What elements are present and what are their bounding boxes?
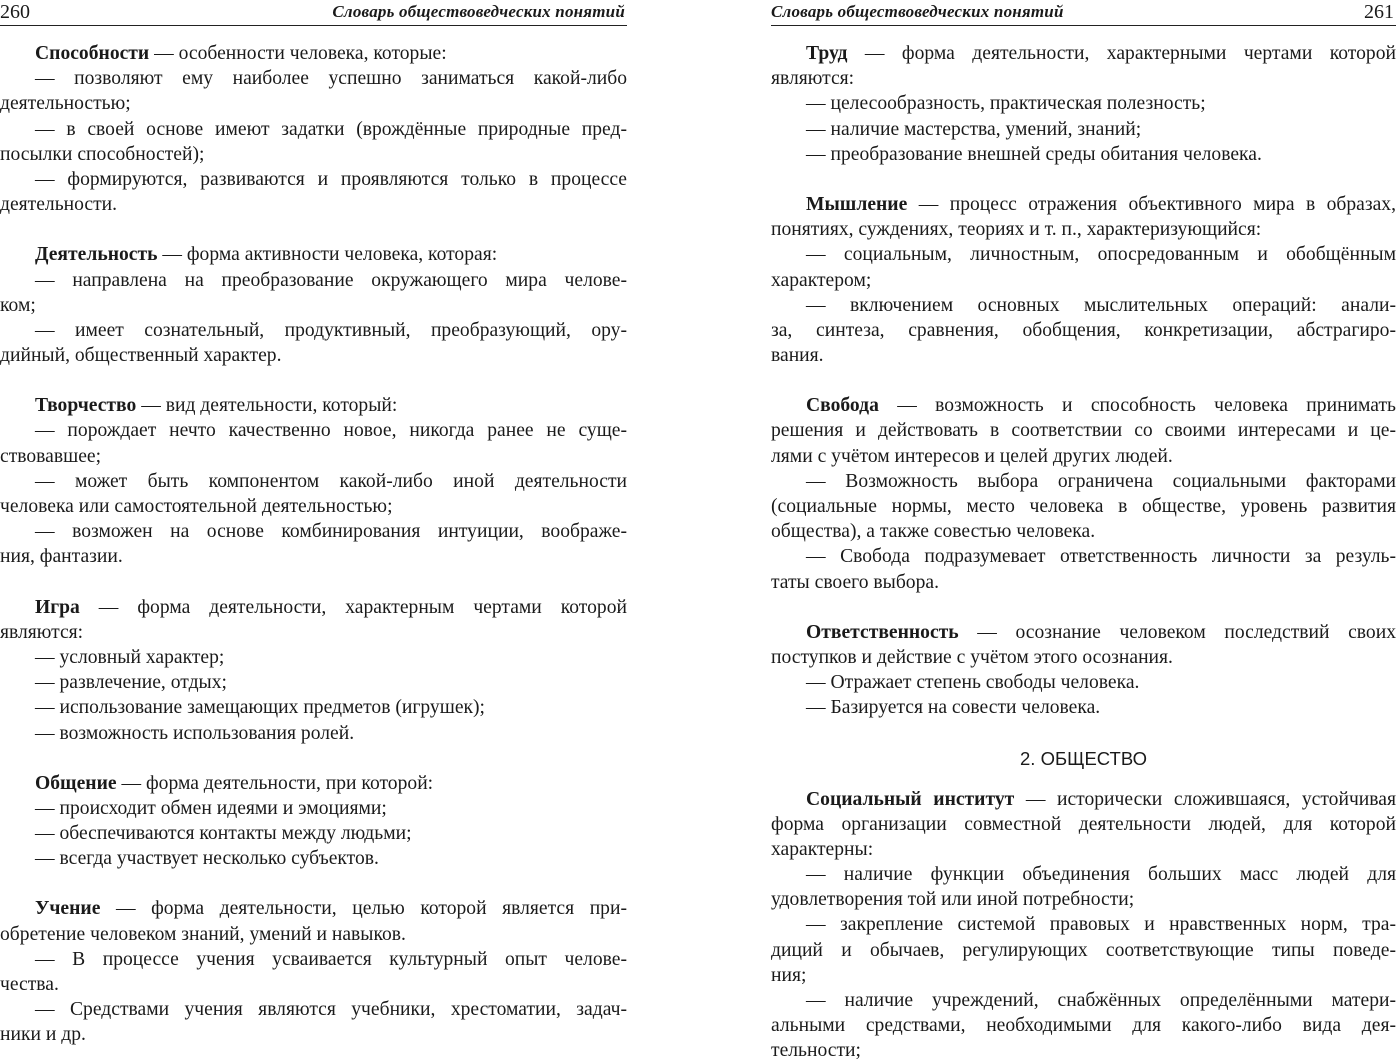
line-text: — форма деятельности, характерными чертами которой — [847, 43, 1396, 64]
line-text: — форма деятельности, целью которой является при- — [100, 898, 627, 920]
text-line — [0, 645, 627, 670]
text-line — [0, 444, 627, 469]
text-line — [771, 293, 1396, 318]
right-running-title: Словарь обществоведческих понятий — [771, 2, 1064, 21]
line-text: — форма активности человека, которая: — [157, 244, 498, 266]
line-text: удовлетворения той или иной потребности; — [771, 889, 1135, 911]
text-line — [0, 595, 627, 620]
entry-term: Учение — [35, 898, 101, 920]
text-line — [771, 645, 1396, 670]
line-text: (социальные нормы, место человека в обществе, уровень развития — [771, 496, 1396, 517]
text-line — [0, 544, 627, 569]
text-line — [771, 938, 1396, 963]
line-text: форма организации совместной деятельности людей, для которой — [771, 813, 1396, 835]
text-line — [0, 947, 627, 972]
text-line — [771, 393, 1396, 418]
text-line — [0, 620, 627, 645]
text-line — [0, 91, 627, 116]
dictionary-entry — [0, 771, 627, 872]
line-text: — преобразование внешней среды обитания человека. — [806, 143, 1262, 165]
dictionary-entry — [0, 595, 627, 746]
line-text: поступков и действие с учётом этого осознания. — [771, 646, 1173, 668]
text-line — [771, 117, 1396, 142]
entry-term: Творчество — [35, 395, 137, 417]
line-text: ствовавшее; — [0, 445, 102, 467]
line-text: ния, фантазии. — [0, 546, 123, 568]
text-line — [0, 846, 627, 871]
text-line — [0, 268, 627, 293]
text-line — [0, 343, 627, 368]
text-line — [771, 142, 1396, 167]
entry-term: Способности — [35, 43, 150, 64]
line-text: — особенности человека, которые: — [149, 43, 447, 64]
left-page-header — [0, 0, 627, 26]
text-line — [0, 494, 627, 519]
line-text: ком; — [0, 294, 36, 316]
text-line — [771, 620, 1396, 645]
line-text: альными средствами, необходимыми для какого-либо вида дея- — [771, 1015, 1396, 1037]
text-line — [0, 796, 627, 821]
line-text: характерны: — [771, 838, 874, 860]
line-text: ники и др. — [0, 1024, 86, 1046]
line-text: являются: — [0, 621, 84, 643]
left-running-title: Словарь обществоведческих понятий — [332, 2, 625, 21]
line-text: — осознание человеком последствий своих — [958, 621, 1396, 643]
left-page-body — [0, 41, 627, 1064]
line-text: — происходит обмен идеями и эмоциями; — [35, 797, 387, 819]
line-text: решения и действовать в соответствии со своими интересами и це- — [771, 420, 1396, 442]
text-line — [771, 242, 1396, 267]
line-text: — использование замещающих предметов (игрушек); — [35, 697, 486, 719]
line-text: посылки способностей); — [0, 143, 205, 165]
text-line — [0, 519, 627, 544]
text-line — [771, 1038, 1396, 1063]
text-line — [771, 988, 1396, 1013]
line-text: — закрепление системой правовых и нравственных норм, тра- — [806, 914, 1396, 936]
text-line — [771, 695, 1396, 720]
text-line — [0, 418, 627, 443]
line-text: — Средствами учения являются учебники, хрестоматии, задач- — [35, 999, 627, 1021]
text-line — [0, 469, 627, 494]
text-line — [0, 695, 627, 720]
line-text: — наличие функции объединения больших масс людей для — [806, 864, 1396, 886]
text-line — [0, 192, 627, 217]
line-text: — Свобода подразумевает ответственность личности за резуль- — [806, 546, 1396, 568]
dictionary-entry — [0, 41, 627, 217]
text-line — [0, 393, 627, 418]
dictionary-entry — [771, 787, 1396, 1064]
line-text: — обеспечиваются контакты между людьми; — [35, 823, 412, 845]
line-text: — порождает нечто качественно новое, никогда ранее не суще- — [35, 420, 627, 442]
dictionary-entry — [771, 620, 1396, 721]
text-line — [771, 812, 1396, 837]
text-line — [771, 268, 1396, 293]
text-line — [0, 242, 627, 267]
text-line — [771, 862, 1396, 887]
text-line — [0, 1022, 627, 1047]
text-line — [771, 469, 1396, 494]
text-line — [771, 1013, 1396, 1038]
text-line — [0, 922, 627, 947]
line-text: лями с учётом интересов и целей других людей. — [771, 445, 1173, 467]
text-line — [0, 721, 627, 746]
line-text: — процесс отражения объективного мира в образах, — [907, 193, 1396, 215]
text-line — [771, 963, 1396, 988]
text-line — [0, 972, 627, 997]
text-line — [0, 293, 627, 318]
line-text: — условный характер; — [35, 646, 225, 668]
entry-term: Мышление — [806, 193, 908, 215]
text-line — [0, 821, 627, 846]
text-line — [771, 217, 1396, 242]
text-line — [0, 997, 627, 1022]
dictionary-entry — [0, 896, 627, 1047]
line-text: чества. — [0, 974, 59, 995]
line-text: — Возможность выбора ограничена социальными факторами — [806, 470, 1396, 492]
line-text: — имеет сознательный, продуктивный, преобразующий, ору- — [35, 319, 627, 341]
left-page-number: 260 — [0, 1, 30, 23]
line-text: — наличие мастерства, умений, знаний; — [806, 118, 1142, 140]
text-line — [771, 41, 1396, 66]
text-line — [0, 318, 627, 343]
text-line — [771, 519, 1396, 544]
line-text: — целесообразность, практическая полезность; — [806, 93, 1206, 115]
line-text: — форма деятельности, при которой: — [116, 772, 434, 794]
line-text: — развлечение, отдых; — [35, 672, 227, 694]
text-line — [771, 787, 1396, 812]
entry-term: Ответственность — [806, 621, 959, 643]
line-text: — Отражает степень свободы человека. — [806, 672, 1140, 694]
text-line — [771, 570, 1396, 595]
dictionary-entry — [771, 41, 1396, 167]
text-line — [771, 887, 1396, 912]
line-text: являются: — [771, 68, 855, 90]
line-text: дийный, общественный характер. — [0, 345, 282, 367]
right-page-number: 261 — [1364, 1, 1394, 23]
text-line — [771, 670, 1396, 695]
text-line — [771, 318, 1396, 343]
text-line — [771, 912, 1396, 937]
line-text: — В процессе учения усваивается культурный опыт челове- — [35, 948, 627, 970]
left-page — [0, 0, 627, 1064]
text-line — [0, 41, 627, 66]
line-text: таты своего выбора. — [771, 571, 939, 593]
line-text: обретение человеком знаний, умений и навыков. — [0, 923, 406, 945]
line-text: — включением основных мыслительных операций: анали- — [806, 294, 1396, 316]
right-entries-before — [771, 41, 1396, 721]
line-text: ния; — [771, 964, 807, 986]
line-text: — возможен на основе комбинирования интуиции, воображе- — [35, 521, 627, 543]
line-text: — возможность использования ролей. — [35, 722, 355, 744]
line-text: — в своей основе имеют задатки (врождённые природные пред- — [35, 118, 627, 140]
dictionary-entry — [0, 242, 627, 368]
entry-term: Социальный институт — [806, 788, 1015, 810]
text-line — [0, 66, 627, 91]
text-line — [771, 66, 1396, 91]
text-line — [771, 837, 1396, 862]
line-text: — Базируется на совести человека. — [806, 697, 1101, 719]
line-text: — направлена на преобразование окружающего мира челове- — [35, 269, 627, 291]
text-line — [771, 418, 1396, 443]
line-text: — наличие учреждений, снабжённых определёнными матери- — [806, 990, 1396, 1011]
line-text: понятиях, суждениях, теориях и т. п., характеризующийся: — [771, 219, 1262, 241]
right-entries-after — [771, 787, 1396, 1064]
line-text: за, синтеза, сравнения, обобщения, конкретизации, абстрагиро- — [771, 319, 1396, 341]
line-text: вания. — [771, 345, 824, 367]
line-text: деятельностью; — [0, 93, 131, 115]
line-text: — может быть компонентом какой-либо иной деятельности — [35, 470, 627, 492]
entry-term: Труд — [806, 43, 848, 64]
text-line — [771, 192, 1396, 217]
line-text: — формируются, развиваются и проявляются только в процессе — [35, 168, 627, 190]
line-text: общества), а также совестью человека. — [771, 521, 1096, 543]
entry-term: Свобода — [806, 395, 879, 417]
dictionary-entry — [771, 393, 1396, 595]
entry-term: Игра — [35, 596, 80, 618]
line-text: — возможность и способность человека принимать — [878, 395, 1396, 417]
line-text: — всегда участвует несколько субъектов. — [35, 848, 379, 870]
dictionary-entry — [0, 393, 627, 569]
text-line — [771, 544, 1396, 569]
entry-term: Деятельность — [35, 244, 158, 266]
line-text: — социальным, личностным, опосредованным и обобщённым — [806, 244, 1396, 266]
line-text: человека или самостоятельной деятельностью; — [0, 496, 393, 517]
right-page-header — [771, 0, 1396, 26]
text-line — [0, 117, 627, 142]
line-text: диций и обычаев, регулирующих соответствующие типы поведе- — [771, 939, 1396, 961]
line-text: деятельности. — [0, 194, 118, 216]
line-text: — форма деятельности, характерным чертами которой — [79, 596, 627, 618]
section-title: 2. ОБЩЕСТВО — [1020, 747, 1147, 769]
line-text: тельности; — [771, 1040, 861, 1062]
right-page-body — [771, 41, 1396, 1064]
text-line — [0, 771, 627, 796]
text-line — [771, 343, 1396, 368]
text-line — [0, 896, 627, 921]
text-line — [0, 167, 627, 192]
line-text: — вид деятельности, который: — [136, 395, 398, 417]
line-text: — исторически сложившаяся, устойчивая — [1014, 788, 1396, 810]
text-line — [0, 142, 627, 167]
text-line — [771, 444, 1396, 469]
right-page — [771, 0, 1396, 1064]
text-line — [771, 91, 1396, 116]
text-line — [771, 494, 1396, 519]
dictionary-entry — [771, 192, 1396, 368]
entry-term: Общение — [35, 772, 117, 794]
line-text: характером; — [771, 269, 872, 291]
text-line — [0, 670, 627, 695]
line-text: — позволяют ему наиболее успешно заниматься какой-либо — [35, 68, 627, 90]
